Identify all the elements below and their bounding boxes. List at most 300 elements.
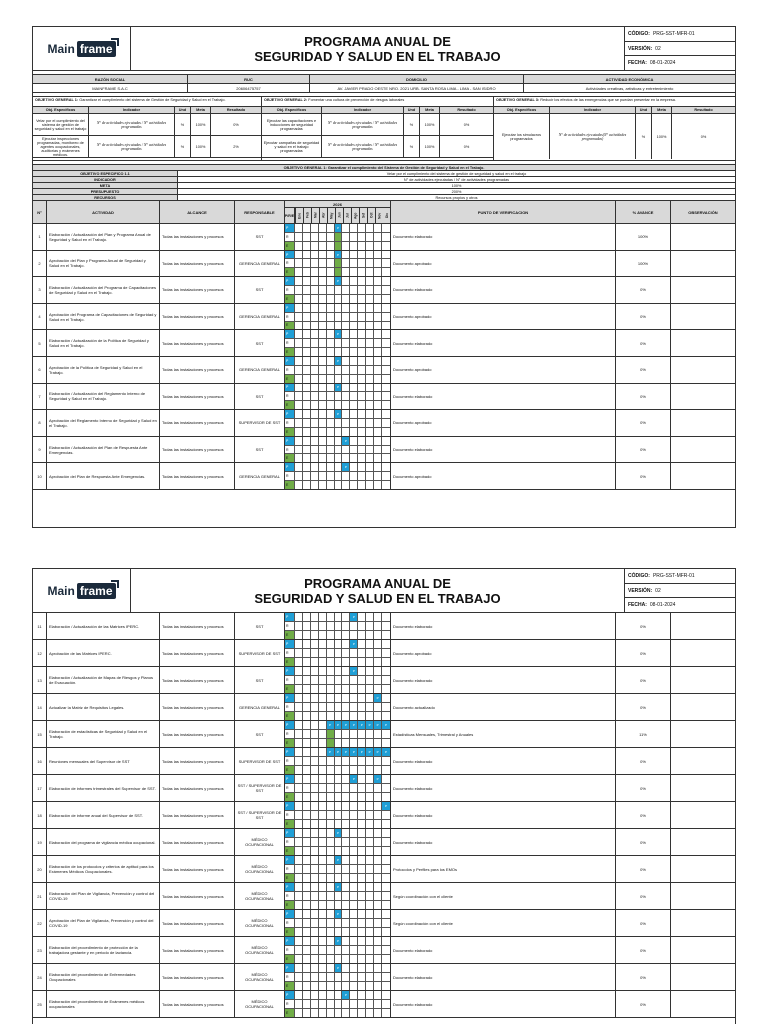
schedule-cell bbox=[382, 856, 390, 864]
schedule-cell bbox=[327, 775, 335, 783]
schedule-cell bbox=[382, 392, 390, 400]
schedule-cell bbox=[295, 928, 303, 936]
schedule-cell bbox=[342, 820, 350, 828]
schedule-cell bbox=[335, 946, 343, 954]
observation bbox=[671, 330, 735, 356]
objective-col-ind: Indicador bbox=[550, 107, 636, 113]
objective-cell-meta: 100% bbox=[420, 136, 440, 157]
schedule-cell bbox=[374, 811, 382, 819]
schedule-cell bbox=[303, 667, 311, 675]
schedule-cell bbox=[374, 757, 382, 765]
schedule-cell bbox=[303, 847, 311, 855]
schedule-cell bbox=[374, 251, 382, 259]
schedule-cell bbox=[295, 937, 303, 945]
activity-schedule bbox=[285, 437, 391, 463]
activity-row bbox=[33, 667, 735, 694]
schedule-row-label: R bbox=[285, 392, 295, 400]
schedule-cell bbox=[374, 339, 382, 347]
schedule-cell bbox=[342, 454, 350, 462]
schedule-row-label: E bbox=[285, 322, 295, 330]
schedule-cell bbox=[382, 322, 390, 330]
schedule-cell bbox=[311, 712, 319, 720]
schedule-cell bbox=[382, 658, 390, 666]
activity-row bbox=[33, 937, 735, 964]
schedule-cell bbox=[350, 856, 358, 864]
schedule-cell bbox=[303, 366, 311, 374]
schedule-cell bbox=[319, 730, 327, 738]
schedule-row-p bbox=[285, 640, 390, 649]
schedule-cell bbox=[295, 892, 303, 900]
schedule-cell bbox=[366, 910, 374, 918]
schedule-cell bbox=[295, 802, 303, 810]
activity-number: 8 bbox=[33, 410, 47, 436]
activity-description: Aprobación de las Matrices IPERC. bbox=[47, 640, 160, 666]
activity-number: 13 bbox=[33, 667, 47, 693]
progress-percent: 0% bbox=[616, 437, 671, 463]
schedule-cell bbox=[358, 901, 366, 909]
verification-point: Documento elaborado bbox=[391, 437, 616, 463]
schedule-cell bbox=[366, 712, 374, 720]
schedule-cell bbox=[335, 1000, 343, 1008]
schedule-row-e bbox=[285, 982, 390, 990]
schedule-cell bbox=[366, 410, 374, 418]
schedule-cell bbox=[327, 622, 335, 630]
schedule-cell bbox=[311, 883, 319, 891]
schedule-cell bbox=[358, 224, 366, 232]
activity-description: Elaboración / Actualización de la Política de Seguridad y Salud en el Trabajo. bbox=[47, 330, 160, 356]
progress-percent: 0% bbox=[616, 667, 671, 693]
schedule-cell bbox=[374, 348, 382, 356]
schedule-cell bbox=[319, 330, 327, 338]
verification-point: Documento elaborado bbox=[391, 937, 616, 963]
schedule-cell bbox=[374, 793, 382, 801]
objective-col-obj: Obj. Especificos bbox=[33, 107, 89, 113]
month-header-jun: Jun bbox=[335, 208, 343, 223]
verification-point: Documento elaborado bbox=[391, 384, 616, 410]
schedule-cell bbox=[319, 339, 327, 347]
schedule-cell bbox=[374, 703, 382, 711]
activity-responsible: GERENCIA GENERAL bbox=[235, 251, 285, 277]
schedule-cell bbox=[303, 712, 311, 720]
schedule-cell bbox=[311, 375, 319, 383]
objective-label: OBJETIVO GENERAL 1: bbox=[35, 98, 80, 102]
schedule-cell bbox=[342, 428, 350, 436]
schedule-cell bbox=[295, 313, 303, 321]
schedule-cell bbox=[358, 910, 366, 918]
schedule-cell bbox=[295, 955, 303, 963]
schedule-cell bbox=[319, 694, 327, 702]
schedule-cell bbox=[319, 901, 327, 909]
schedule-cell bbox=[342, 640, 350, 648]
schedule-cell: P bbox=[335, 384, 343, 392]
schedule-cell bbox=[295, 259, 303, 267]
schedule-cell bbox=[335, 928, 343, 936]
schedule-cell bbox=[327, 481, 335, 489]
schedule-cell bbox=[366, 667, 374, 675]
schedule-cell bbox=[303, 384, 311, 392]
schedule-cell bbox=[295, 366, 303, 374]
schedule-cell bbox=[374, 658, 382, 666]
schedule-cell bbox=[295, 838, 303, 846]
schedule-cell bbox=[319, 295, 327, 303]
schedule-cell bbox=[358, 730, 366, 738]
schedule-cell bbox=[366, 766, 374, 774]
schedule-cell bbox=[342, 410, 350, 418]
schedule-cell bbox=[295, 392, 303, 400]
schedule-row-p bbox=[285, 802, 390, 811]
schedule-cell bbox=[295, 472, 303, 480]
schedule-cell bbox=[319, 766, 327, 774]
schedule-cell bbox=[350, 304, 358, 312]
schedule-cell: P bbox=[335, 410, 343, 418]
schedule-cell bbox=[366, 348, 374, 356]
schedule-cell bbox=[295, 375, 303, 383]
schedule-cell bbox=[342, 757, 350, 765]
company-header-row: RAZÓN SOCIAL RUC DOMICILIO ACTIVIDAD ECONÓMICA bbox=[33, 75, 735, 84]
schedule-cell bbox=[350, 973, 358, 981]
schedule-cell bbox=[350, 348, 358, 356]
schedule-cell bbox=[303, 622, 311, 630]
schedule-cell bbox=[342, 313, 350, 321]
schedule-cell bbox=[358, 865, 366, 873]
schedule-cell bbox=[335, 703, 343, 711]
schedule-cell bbox=[358, 820, 366, 828]
activity-responsible: GERENCIA GENERAL bbox=[235, 694, 285, 720]
schedule-cell bbox=[358, 829, 366, 837]
document-meta: CÓDIGO: PRG-SST-MFR-01 VERSIÓN: 02 FECHA: 08-01-2024 bbox=[625, 569, 735, 612]
schedule-cell bbox=[327, 251, 335, 259]
schedule-cell bbox=[350, 937, 358, 945]
activity-responsible: MÉDICO OCUPACIONAL bbox=[235, 964, 285, 990]
schedule-cell bbox=[374, 991, 382, 999]
schedule-cell bbox=[311, 829, 319, 837]
schedule-cell bbox=[303, 1000, 311, 1008]
schedule-row-p bbox=[285, 437, 390, 446]
schedule-cell bbox=[303, 640, 311, 648]
objective-cell-meta: 100% bbox=[191, 114, 211, 135]
schedule-cell bbox=[335, 784, 343, 792]
schedule-cell bbox=[327, 874, 335, 882]
schedule-cell bbox=[358, 991, 366, 999]
schedule-cell bbox=[358, 251, 366, 259]
schedule-row-label: R bbox=[285, 865, 295, 873]
objective-cell-und: % bbox=[175, 136, 191, 157]
schedule-row-label: E bbox=[285, 685, 295, 693]
schedule-cell bbox=[358, 357, 366, 365]
verification-point: Documento elaborado bbox=[391, 964, 616, 990]
schedule-cell bbox=[303, 313, 311, 321]
schedule-row-r bbox=[285, 676, 390, 685]
schedule-cell bbox=[327, 242, 335, 250]
schedule-cell bbox=[382, 419, 390, 427]
schedule-cell bbox=[374, 268, 382, 276]
schedule-cell bbox=[319, 982, 327, 990]
activity-schedule bbox=[285, 410, 391, 436]
schedule-row-label: P bbox=[285, 883, 295, 891]
schedule-cell bbox=[358, 739, 366, 747]
schedule-cell bbox=[366, 419, 374, 427]
activity-responsible: GERENCIA GENERAL bbox=[235, 304, 285, 330]
schedule-cell bbox=[350, 251, 358, 259]
objective-cell-meta: 100% bbox=[191, 136, 211, 157]
schedule-cell bbox=[303, 419, 311, 427]
objective-cell-ind: N° de actividades ejecutadas / N° actividades programadas bbox=[322, 136, 404, 157]
schedule-cell: P bbox=[335, 856, 343, 864]
schedule-cell bbox=[303, 649, 311, 657]
schedule-cell bbox=[303, 481, 311, 489]
schedule-cell bbox=[382, 304, 390, 312]
month-header-nov: Nov bbox=[375, 208, 383, 223]
verification-point: Estadísticas Mensuales, Trimestral y Anuales bbox=[391, 721, 616, 747]
schedule-row-label: P bbox=[285, 304, 295, 312]
schedule-cell bbox=[303, 910, 311, 918]
schedule-cell bbox=[303, 964, 311, 972]
schedule-cell bbox=[295, 784, 303, 792]
schedule-cell bbox=[366, 883, 374, 891]
schedule-row-p bbox=[285, 721, 390, 730]
schedule-cell bbox=[366, 973, 374, 981]
schedule-cell bbox=[366, 946, 374, 954]
schedule-cell bbox=[303, 703, 311, 711]
schedule-cell bbox=[295, 820, 303, 828]
schedule-cell bbox=[350, 419, 358, 427]
schedule-cell bbox=[374, 910, 382, 918]
schedule-row-label: R bbox=[285, 286, 295, 294]
schedule-cell bbox=[311, 802, 319, 810]
observation bbox=[671, 964, 735, 990]
schedule-row-e bbox=[285, 847, 390, 855]
schedule-cell bbox=[374, 667, 382, 675]
objective-cell-und: % bbox=[175, 114, 191, 135]
schedule-row-label: E bbox=[285, 712, 295, 720]
schedule-row-label: R bbox=[285, 838, 295, 846]
schedule-cell bbox=[319, 937, 327, 945]
schedule-cell bbox=[358, 667, 366, 675]
schedule-cell: P bbox=[366, 748, 374, 756]
schedule-cell bbox=[342, 658, 350, 666]
progress-percent: 100% bbox=[616, 251, 671, 277]
activity-description: Aprobación del Plan y Programa Anual de Seguridad y Salud en el Trabajo. bbox=[47, 251, 160, 277]
schedule-cell bbox=[327, 428, 335, 436]
schedule-cell bbox=[303, 955, 311, 963]
activity-description: Elaboración de estadísticas de Seguridad y Salud en el Trabajo. bbox=[47, 721, 160, 747]
schedule-cell bbox=[350, 946, 358, 954]
schedule-cell bbox=[350, 712, 358, 720]
verification-point: Documento elaborado bbox=[391, 224, 616, 250]
schedule-cell bbox=[358, 892, 366, 900]
activity-scope: Todas las instalaciones y procesos bbox=[160, 384, 235, 410]
schedule-cell bbox=[382, 348, 390, 356]
schedule-cell bbox=[327, 991, 335, 999]
observation bbox=[671, 748, 735, 774]
progress-percent: 0% bbox=[616, 613, 671, 639]
schedule-cell bbox=[327, 973, 335, 981]
schedule-cell bbox=[311, 392, 319, 400]
schedule-cell bbox=[382, 446, 390, 454]
schedule-cell bbox=[350, 463, 358, 471]
schedule-cell bbox=[327, 712, 335, 720]
objective-row bbox=[33, 136, 261, 158]
schedule-cell bbox=[295, 454, 303, 462]
schedule-grid bbox=[285, 304, 390, 330]
schedule-cell bbox=[319, 392, 327, 400]
schedule-cell: P bbox=[335, 330, 343, 338]
schedule-cell bbox=[350, 242, 358, 250]
schedule-cell bbox=[382, 838, 390, 846]
objective-cell-ind: N° de actividades ejecutadas / N° actividades programadas bbox=[322, 114, 404, 135]
schedule-cell bbox=[342, 277, 350, 285]
schedule-grid bbox=[285, 463, 390, 489]
schedule-cell bbox=[342, 357, 350, 365]
schedule-cell bbox=[350, 883, 358, 891]
activity-responsible: SST bbox=[235, 384, 285, 410]
schedule-row-r bbox=[285, 1000, 390, 1009]
schedule-row-p bbox=[285, 251, 390, 260]
schedule-cell bbox=[342, 973, 350, 981]
schedule-cell bbox=[295, 295, 303, 303]
schedule-cell: P bbox=[358, 721, 366, 729]
objective-cell-ind: N° de actividades ejecutadas / N° actividades programadas bbox=[89, 136, 175, 157]
schedule-cell bbox=[295, 991, 303, 999]
schedule-row-label: R bbox=[285, 366, 295, 374]
schedule-cell bbox=[382, 937, 390, 945]
schedule-cell bbox=[374, 820, 382, 828]
schedule-row-label: R bbox=[285, 233, 295, 241]
schedule-cell bbox=[327, 883, 335, 891]
schedule-cell bbox=[311, 685, 319, 693]
activity-row bbox=[33, 829, 735, 856]
schedule-cell bbox=[358, 685, 366, 693]
schedule-cell bbox=[327, 649, 335, 657]
activity-number: 10 bbox=[33, 463, 47, 489]
activity-scope: Todas las instalaciones y procesos bbox=[160, 277, 235, 303]
schedule-cell bbox=[382, 883, 390, 891]
schedule-cell bbox=[382, 613, 390, 621]
schedule-cell bbox=[311, 955, 319, 963]
schedule-cell bbox=[366, 991, 374, 999]
schedule-cell bbox=[382, 892, 390, 900]
schedule-cell bbox=[374, 392, 382, 400]
schedule-cell bbox=[311, 357, 319, 365]
schedule-cell bbox=[335, 847, 343, 855]
schedule-cell bbox=[335, 348, 343, 356]
schedule-cell bbox=[382, 339, 390, 347]
progress-percent: 0% bbox=[616, 910, 671, 936]
schedule-cell bbox=[342, 712, 350, 720]
objective-cell-ind: N° de actividades ejecutadas(N° actividades programadas) bbox=[550, 114, 636, 159]
schedule-cell bbox=[366, 676, 374, 684]
schedule-cell bbox=[303, 721, 311, 729]
schedule-cell bbox=[366, 820, 374, 828]
schedule-cell bbox=[342, 649, 350, 657]
schedule-grid bbox=[285, 384, 390, 410]
schedule-cell bbox=[382, 973, 390, 981]
schedule-cell bbox=[295, 401, 303, 409]
schedule-cell bbox=[327, 419, 335, 427]
schedule-cell bbox=[342, 1000, 350, 1008]
objective-cell-obj: Ejecutar los simulacros programados bbox=[494, 114, 550, 159]
schedule-cell bbox=[311, 676, 319, 684]
schedule-cell bbox=[335, 428, 343, 436]
schedule-cell bbox=[374, 1009, 382, 1017]
schedule-cell bbox=[374, 937, 382, 945]
schedule-cell bbox=[295, 446, 303, 454]
schedule-cell bbox=[358, 928, 366, 936]
schedule-cell bbox=[335, 685, 343, 693]
observation bbox=[671, 937, 735, 963]
schedule-cell bbox=[295, 676, 303, 684]
schedule-cell bbox=[319, 322, 327, 330]
schedule-cell: P bbox=[374, 694, 382, 702]
schedule-cell bbox=[350, 649, 358, 657]
schedule-cell bbox=[342, 946, 350, 954]
schedule-cell bbox=[342, 694, 350, 702]
progress-percent: 0% bbox=[616, 330, 671, 356]
schedule-cell bbox=[382, 472, 390, 480]
objective-cell-res: 2% bbox=[233, 144, 239, 149]
schedule-cell bbox=[311, 304, 319, 312]
schedule-cell bbox=[327, 964, 335, 972]
schedule-cell bbox=[295, 874, 303, 882]
schedule-cell bbox=[335, 649, 343, 657]
summary-label: RECURSOS bbox=[33, 195, 178, 200]
activity-responsible: SUPERVISOR DE SST bbox=[235, 640, 285, 666]
schedule-cell bbox=[311, 667, 319, 675]
schedule-cell bbox=[342, 739, 350, 747]
activity-schedule bbox=[285, 991, 391, 1017]
schedule-cell bbox=[327, 928, 335, 936]
schedule-cell: P bbox=[335, 964, 343, 972]
schedule-row-label: P bbox=[285, 937, 295, 945]
activity-responsible: SUPERVISOR DE SST bbox=[235, 410, 285, 436]
schedule-cell bbox=[319, 259, 327, 267]
activity-schedule bbox=[285, 224, 391, 250]
schedule-cell bbox=[350, 982, 358, 990]
schedule-cell bbox=[303, 919, 311, 927]
schedule-row-p bbox=[285, 829, 390, 838]
observation bbox=[671, 251, 735, 277]
schedule-cell bbox=[342, 838, 350, 846]
schedule-cell bbox=[295, 847, 303, 855]
schedule-cell bbox=[335, 865, 343, 873]
schedule-row-e bbox=[285, 712, 390, 720]
activity-number: 7 bbox=[33, 384, 47, 410]
schedule-row-label: E bbox=[285, 982, 295, 990]
schedule-cell bbox=[319, 277, 327, 285]
objective-text: Fomentar una cultura de prevención de riesgos laborales bbox=[308, 98, 405, 102]
schedule-cell bbox=[374, 286, 382, 294]
schedule-cell bbox=[366, 901, 374, 909]
activity-responsible: SST bbox=[235, 330, 285, 356]
schedule-row-label: E bbox=[285, 901, 295, 909]
schedule-row-label: E bbox=[285, 874, 295, 882]
month-header-mar: Mar bbox=[311, 208, 319, 223]
schedule-cell bbox=[342, 685, 350, 693]
schedule-cell bbox=[311, 775, 319, 783]
activity-row bbox=[33, 437, 735, 464]
schedule-cell bbox=[382, 384, 390, 392]
activity-responsible: SUPERVISOR DE SST bbox=[235, 748, 285, 774]
objective-col-ind: Indicador bbox=[89, 107, 175, 113]
activity-description: Elaboración / Actualización de Mapas de Riesgos y Planos de Evacuación. bbox=[47, 667, 160, 693]
schedule-cell bbox=[374, 883, 382, 891]
schedule-cell bbox=[311, 658, 319, 666]
progress-percent: 0% bbox=[616, 829, 671, 855]
schedule-cell bbox=[295, 277, 303, 285]
schedule-cell bbox=[319, 419, 327, 427]
schedule-cell bbox=[366, 919, 374, 927]
schedule-cell bbox=[311, 874, 319, 882]
